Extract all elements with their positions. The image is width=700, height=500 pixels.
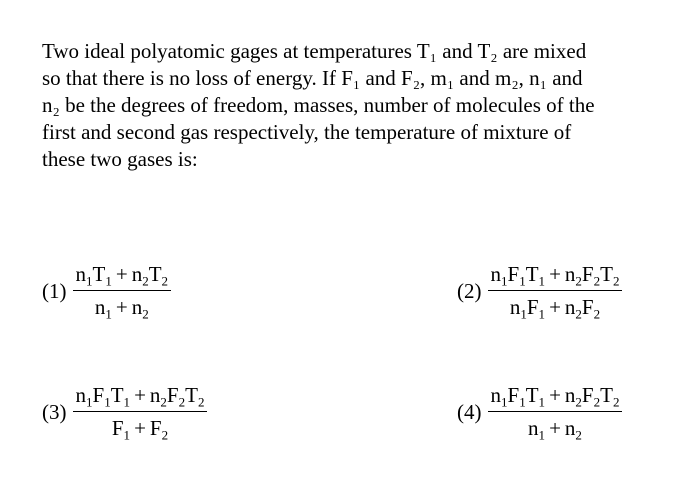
math-subscript: 1: [105, 306, 112, 322]
math-subscript: 1: [520, 306, 527, 322]
option-1-label: (1): [42, 278, 67, 303]
plus-operator: +: [549, 416, 561, 440]
math-variable: $T_1$: [525, 262, 546, 289]
question-line-1: Two ideal polyatomic gages at temperatures T₁ and T₂ are mixed: [42, 39, 587, 63]
option-4[interactable]: [457, 383, 622, 441]
math-subscript: 2: [142, 306, 149, 322]
option-4-label: (4): [457, 399, 482, 424]
math-subscript: 1: [123, 427, 131, 443]
math-variable: $F_1$: [526, 295, 546, 322]
option-2[interactable]: [457, 262, 622, 320]
question-text: [42, 38, 638, 173]
math-variable: $n_1$: [75, 262, 93, 289]
math-variable: $F_1$: [507, 383, 526, 410]
math-variable: $n_2$: [564, 383, 582, 410]
math-subscript: 1: [501, 394, 508, 410]
option-1-numerator: [73, 262, 172, 291]
plus-operator: +: [549, 262, 561, 286]
option-3-fraction: [73, 383, 208, 441]
plus-operator: +: [115, 262, 128, 286]
math-variable: $n_1$: [528, 416, 546, 443]
math-subscript: 1: [86, 394, 93, 410]
math-subscript: 2: [575, 394, 582, 410]
math-subscript: 1: [104, 394, 111, 410]
math-variable: $F_2$: [166, 383, 186, 410]
option-4-fraction: [488, 383, 623, 441]
math-variable: $T_2$: [185, 383, 205, 410]
math-subscript: 1: [519, 273, 526, 289]
math-variable: $T_2$: [148, 262, 169, 289]
math-variable: $F_2$: [581, 383, 601, 410]
math-subscript: 1: [86, 273, 93, 289]
math-variable: $n_1$: [94, 295, 112, 322]
plus-operator: +: [549, 295, 561, 319]
option-1[interactable]: [42, 262, 171, 320]
option-2-denominator: [507, 291, 603, 320]
math-subscript: 1: [538, 306, 546, 322]
math-variable: $n_2$: [149, 383, 167, 410]
math-variable: $n_2$: [131, 262, 149, 289]
math-subscript: 2: [178, 394, 186, 410]
math-subscript: 1: [501, 273, 508, 289]
math-variable: $n_2$: [564, 295, 582, 322]
question-line-4: first and second gas respectively, the temperature of mixture of: [42, 120, 572, 144]
math-variable: $T_2$: [600, 262, 620, 289]
math-subscript: 2: [575, 306, 582, 322]
math-variable: $F_1$: [507, 262, 526, 289]
math-variable: $n_1$: [509, 295, 527, 322]
math-variable: $n_2$: [131, 295, 149, 322]
option-1-denominator: [92, 291, 152, 320]
math-variable: $F_2$: [149, 416, 169, 443]
question-line-3: n₂ be the degrees of freedom, masses, number of molecules of the: [42, 93, 595, 117]
math-subscript: 1: [519, 394, 526, 410]
plus-operator: +: [134, 416, 146, 440]
option-2-numerator: [488, 262, 623, 291]
math-subscript: 2: [612, 394, 620, 410]
math-subscript: 1: [538, 427, 546, 443]
math-variable: $n_1$: [490, 383, 508, 410]
question-line-5: these two gases is:: [42, 147, 198, 171]
math-subscript: 1: [538, 394, 546, 410]
math-variable: $T_2$: [600, 383, 620, 410]
plus-operator: +: [115, 295, 128, 319]
option-3-numerator: [73, 383, 208, 412]
math-variable: $T_1$: [110, 383, 131, 410]
math-subscript: 2: [612, 273, 620, 289]
math-variable: $F_1$: [111, 416, 131, 443]
plus-operator: +: [134, 383, 146, 407]
math-subscript: 2: [161, 273, 169, 289]
option-3[interactable]: [42, 383, 207, 441]
math-subscript: 1: [123, 394, 131, 410]
math-subscript: 2: [575, 273, 582, 289]
question-line-2: so that there is no loss of energy. If F₁ and F₂, m₁ and m₂, n₁ and: [42, 66, 583, 90]
math-variable: $n_1$: [490, 262, 508, 289]
math-subscript: 2: [593, 394, 601, 410]
option-4-numerator: [488, 383, 623, 412]
math-subscript: 1: [538, 273, 546, 289]
math-subscript: 2: [593, 273, 601, 289]
math-variable: $F_2$: [581, 262, 601, 289]
math-subscript: 2: [575, 427, 582, 443]
math-subscript: 2: [593, 306, 601, 322]
math-variable: $T_1$: [92, 262, 112, 289]
math-subscript: 2: [161, 427, 169, 443]
option-3-denominator: [109, 412, 171, 441]
math-subscript: 2: [197, 394, 205, 410]
plus-operator: +: [549, 383, 561, 407]
math-subscript: 1: [105, 273, 112, 289]
option-2-fraction: [488, 262, 623, 320]
option-4-denominator: [525, 412, 585, 441]
option-3-label: (3): [42, 399, 67, 424]
option-1-fraction: [73, 262, 172, 320]
math-subscript: 2: [160, 394, 167, 410]
math-subscript: 2: [142, 273, 149, 289]
option-2-label: (2): [457, 278, 482, 303]
math-variable: $n_2$: [564, 262, 582, 289]
math-variable: $F_1$: [92, 383, 111, 410]
math-variable: $n_2$: [564, 416, 582, 443]
math-variable: $F_2$: [581, 295, 601, 322]
math-variable: $n_1$: [75, 383, 93, 410]
math-variable: $T_1$: [525, 383, 546, 410]
